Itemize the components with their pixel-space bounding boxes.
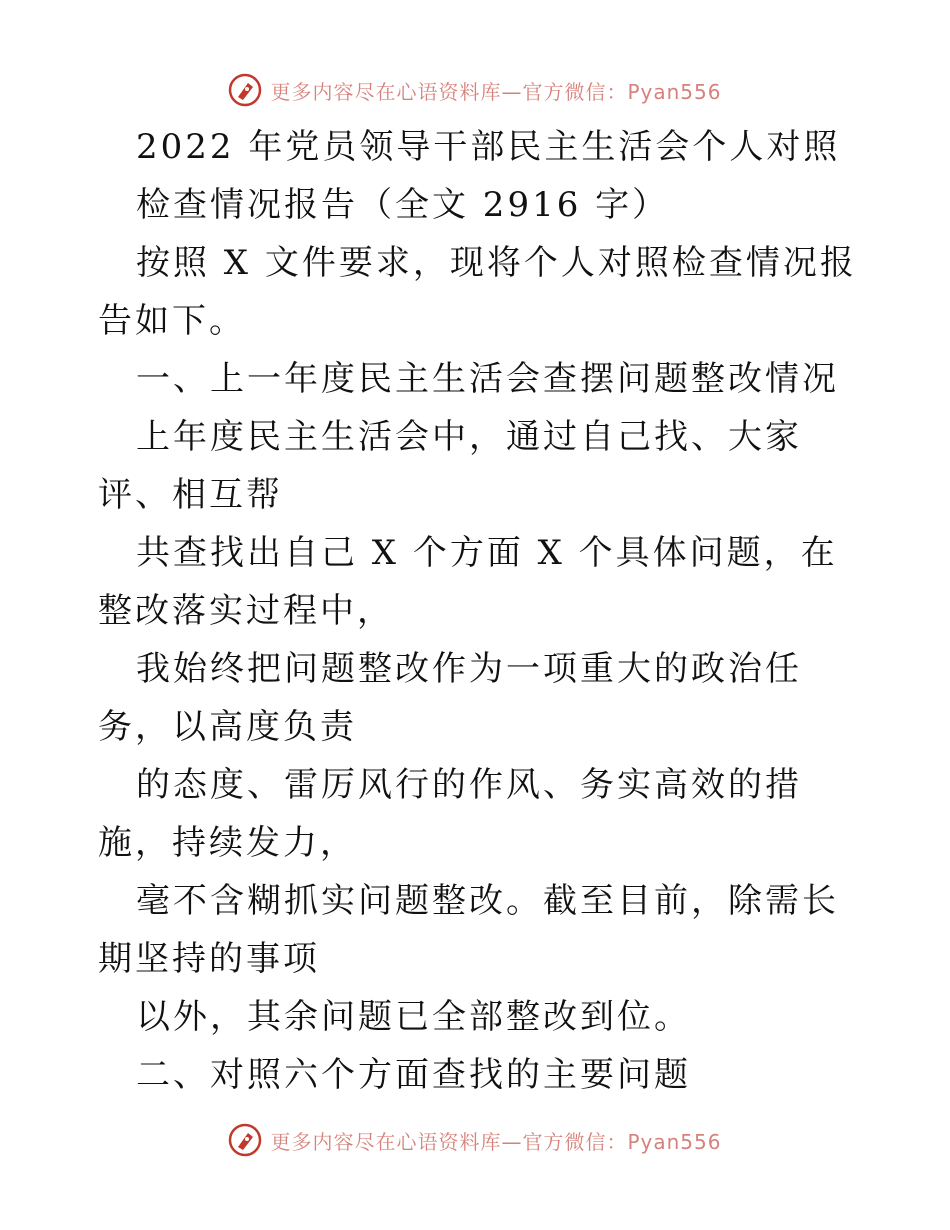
header-watermark [0, 70, 950, 110]
section-heading-1: 一、上一年度民主生活会查摆问题整改情况 [136, 359, 839, 399]
watermark-text: 更多内容尽在心语资料库—官方微信：Pyan556 [270, 1129, 722, 1154]
doc-title-line-2: 检查情况报告（全文 2916 字） [136, 185, 670, 225]
watermark-text: 更多内容尽在心语资料库—官方微信：Pyan556 [270, 79, 722, 104]
doc-paragraph: 共查找出自己 X 个方面 X 个具体问题，在整改落实过程中， [98, 533, 838, 631]
document-body [98, 118, 858, 1104]
pen-nib-logo-icon [228, 73, 262, 107]
doc-paragraph: 毫不含糊抓实问题整改。截至目前，除需长期坚持的事项 [98, 881, 839, 979]
doc-paragraph: 上年度民主生活会中，通过自己找、大家评、相互帮 [98, 417, 802, 515]
doc-paragraph: 以外，其余问题已全部整改到位。 [136, 997, 691, 1037]
doc-paragraph: 按照 X 文件要求，现将个人对照检查情况报告如下。 [98, 243, 857, 341]
section-heading-2: 二、对照六个方面查找的主要问题 [136, 1055, 691, 1095]
pen-nib-logo-icon [228, 1123, 262, 1157]
doc-paragraph: 的态度、雷厉风行的作风、务实高效的措施，持续发力， [98, 765, 802, 863]
doc-paragraph: 我始终把问题整改作为一项重大的政治任务，以高度负责 [98, 649, 802, 747]
footer-watermark [0, 1120, 950, 1160]
doc-title-line-1: 2022 年党员领导干部民主生活会个人对照 [136, 127, 841, 167]
